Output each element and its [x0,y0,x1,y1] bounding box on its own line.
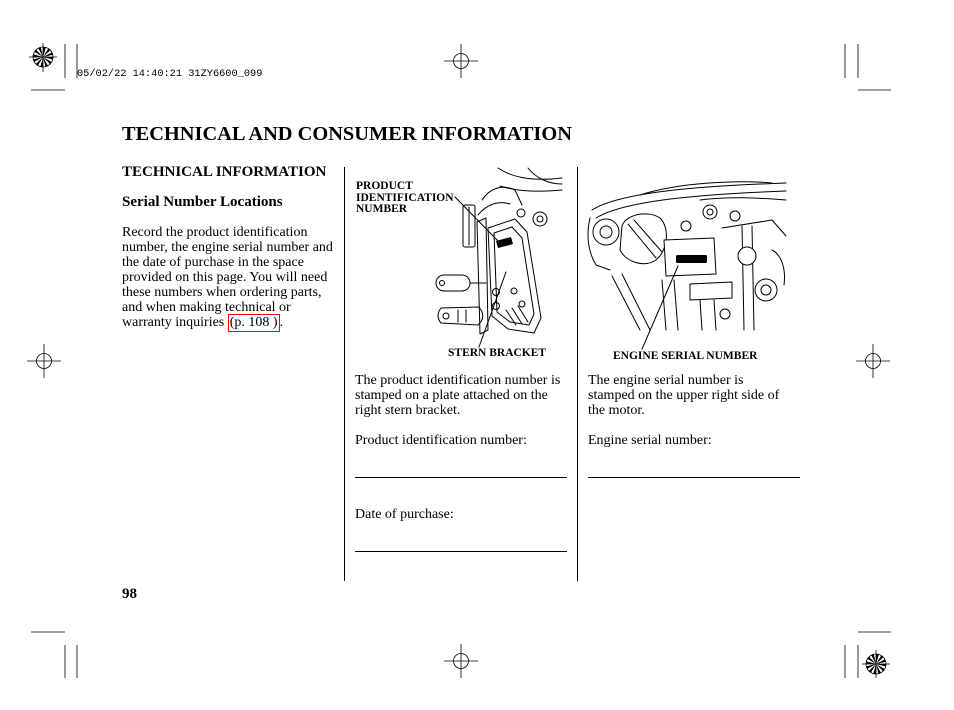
product-id-field-label: Product identification number: [355,433,527,448]
crosshair-circle [866,354,881,369]
product-id-callout-label [356,181,454,216]
target-ring [866,654,886,674]
lower-pipe [674,280,678,330]
boss [730,211,740,221]
print-stamp: 05/02/22 14:40:21 31ZY6600_099 [77,68,263,80]
lower-fitting [720,309,730,319]
engine-serial-plate [676,255,707,263]
page-title: TECHNICAL AND CONSUMER INFORMATION [122,123,572,145]
body-line: number, the engine serial number and [122,240,333,255]
crop-mark-bottom-right [845,632,891,678]
body-line-period: . [279,315,284,330]
callout-label-line: IDENTIFICATION [356,191,454,204]
callout-label-line: PRODUCT [356,180,413,192]
body-paragraph [122,225,333,330]
page-number: 98 [122,586,137,602]
description-line: stamped on the upper right side of [588,388,780,403]
engine-serial-field-label: Engine serial number: [588,433,712,448]
engine-serial-number-label: ENGINE SERIAL NUMBER [613,350,758,362]
cowling-contour [528,168,562,184]
column-divider-right [577,167,578,581]
engine-hoses [592,182,786,218]
motor-cowling [478,168,562,215]
description-line: The engine serial number is [588,373,744,388]
engine-serial-leader-line [642,266,678,349]
column-divider-left [344,167,345,581]
page-reference-link[interactable]: (p. 108 ) [229,315,278,330]
product-id-blank-line [355,477,567,478]
body-line-text: warranty inquiries [122,315,228,330]
crosshair-circle [454,654,469,669]
body-line: the date of purchase in the space [122,255,304,270]
callout-label-line: NUMBER [356,203,408,215]
side-pulley [755,279,777,301]
crosshair-circle [37,354,52,369]
crop-mark-top-left [31,44,77,90]
boss [703,205,717,219]
description-line: the motor. [588,403,645,418]
target-ring [33,47,53,67]
bolt-head [533,212,547,226]
engine-figure [583,175,795,353]
clamp-pad [438,307,483,325]
engine-bosses [681,205,740,231]
product-id-description [355,373,560,418]
lower-pipe [700,300,702,330]
casting-outline [620,214,666,264]
crosshair-bottom-center [444,644,478,678]
body-line: Record the product identification [122,225,308,240]
engine-serial-number-area [664,238,716,276]
description-line: The product identification number is [355,373,561,388]
right-engine-side [722,220,786,330]
description-line: stamped on a plate attached on the [355,388,548,403]
bracket-boss [517,209,525,217]
pad-outline [438,307,483,325]
pivot-bolt [517,209,547,226]
description-line: right stern bracket. [355,403,461,418]
cowling-contour [478,203,510,215]
crosshair-top-center [444,44,478,78]
lower-pipe [662,280,666,330]
registration-target-top-left [29,43,57,72]
lower-pipe [612,276,640,330]
section-heading: TECHNICAL INFORMATION [122,164,327,180]
purchase-date-blank-line [355,551,567,552]
side-fitting [738,247,756,265]
body-line: provided on this page. You will need [122,270,328,285]
engine-serial-blank-line [588,477,800,478]
crop-mark-top-right [845,44,891,90]
lower-block [690,282,732,300]
target-sunburst [871,659,881,669]
engine-serial-description [588,373,779,418]
crosshair-left-middle [27,344,61,378]
housing-port-inner [600,226,612,238]
crop-mark-bottom-left [31,632,77,678]
pad-rivet [443,313,449,319]
boss [681,221,691,231]
stern-bracket [488,219,541,333]
hose [596,191,786,218]
hose [640,182,772,195]
crosshair-right-middle [856,344,890,378]
side-contour [772,250,785,285]
engine-casting [620,214,666,264]
left-housing [588,218,619,270]
side-pipe [742,226,744,330]
handle-end [440,281,445,286]
body-line: these numbers when ordering parts, [122,285,322,300]
cowling-contour [500,186,562,191]
handle-grip [436,275,470,291]
subheading: Serial Number Locations [122,194,283,210]
target-sunburst [38,52,48,62]
lower-engine-parts [612,274,732,330]
hose [700,198,786,200]
body-line: and when making technical or [122,300,291,315]
purchase-date-field-label: Date of purchase: [355,507,454,522]
body-line-last [122,315,333,330]
side-edge [722,220,786,236]
housing-port [593,219,619,245]
pad-grooves [458,310,466,322]
crosshair-circle [454,54,469,69]
stern-bracket-label: STERN BRACKET [448,347,547,359]
lower-pipe [714,300,716,330]
side-pipe [752,226,754,330]
registration-target-bottom-right [862,650,890,678]
